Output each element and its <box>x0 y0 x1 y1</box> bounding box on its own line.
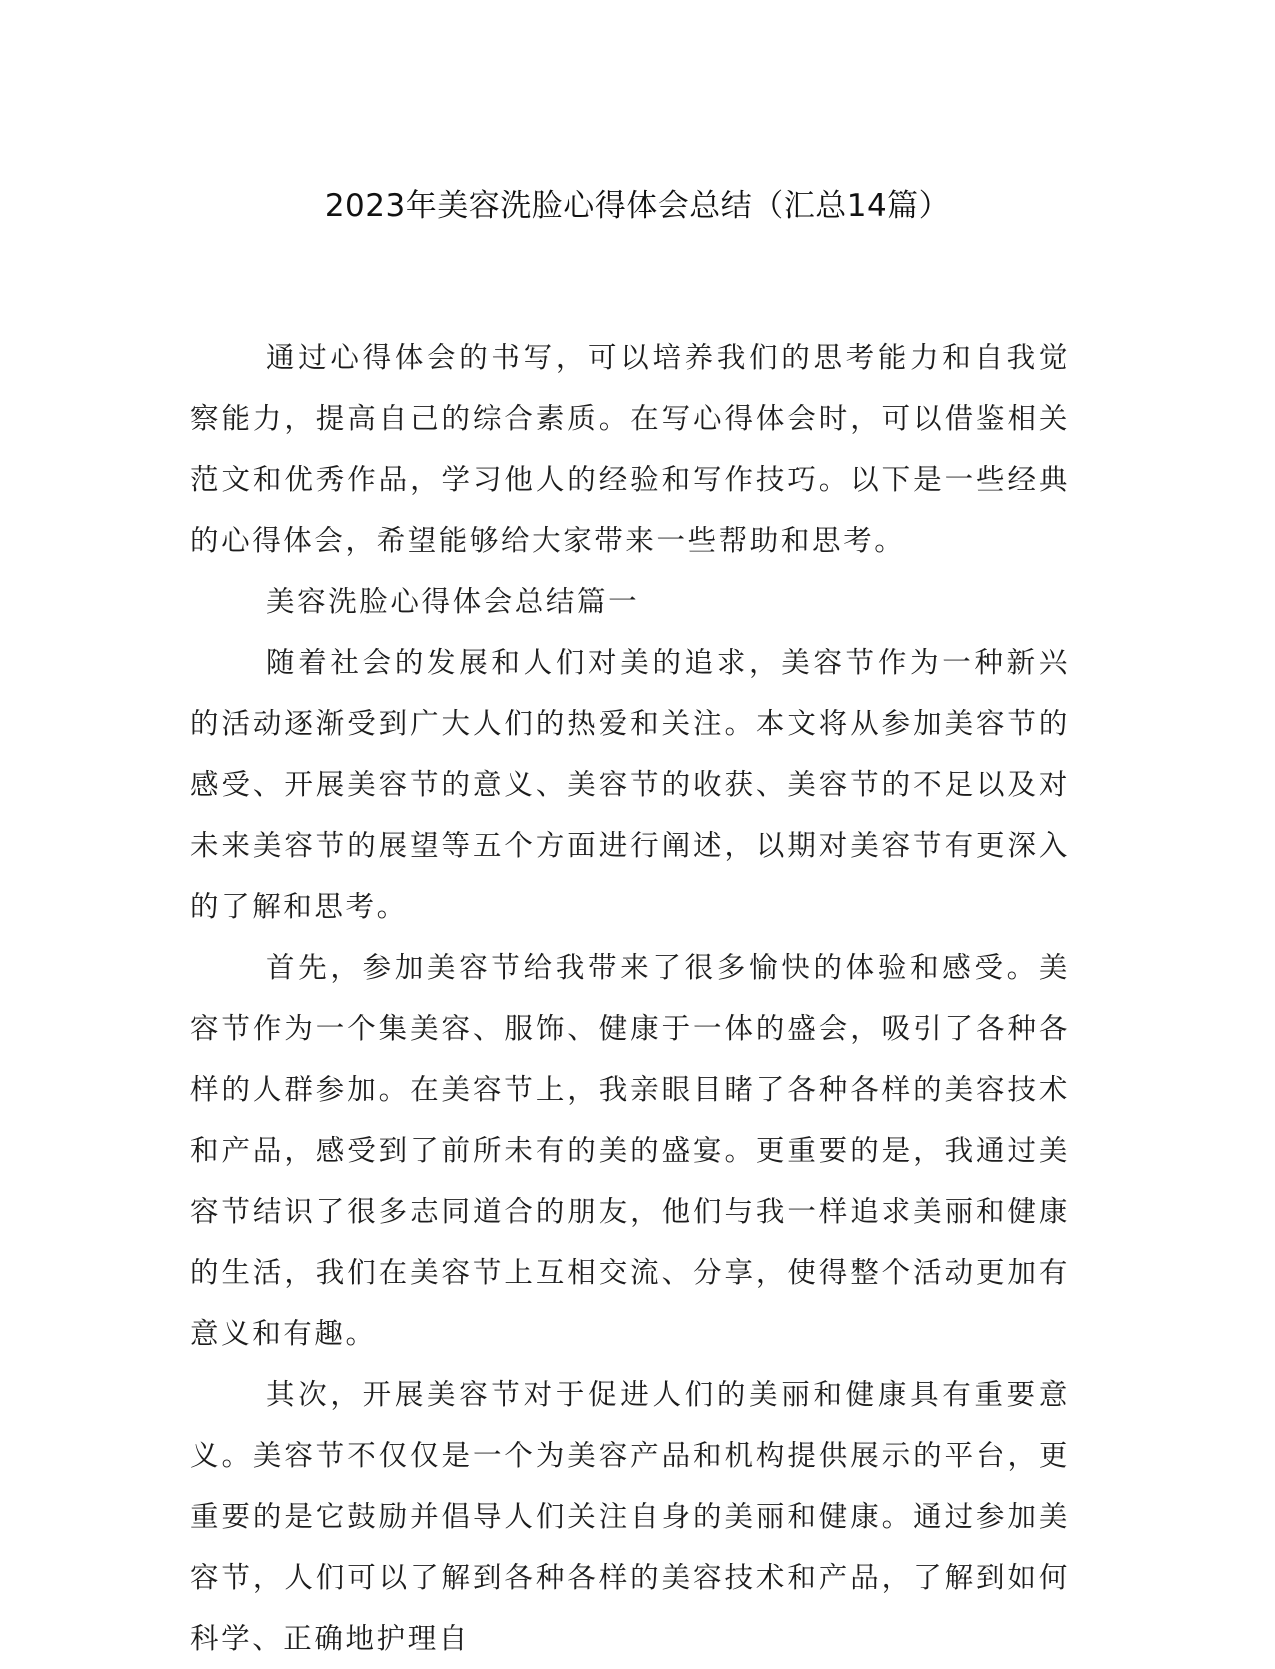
intro-paragraph: 通过心得体会的书写，可以培养我们的思考能力和自我觉察能力，提高自己的综合素质。在写心得体会时，可以借鉴相关范文和优秀作品，学习他人的经验和写作技巧。以下是一些经典的心得体会，希望能够给大家带来一些帮助和思考。 <box>190 341 1070 557</box>
section-heading: 美容洗脸心得体会总结篇一 <box>266 585 640 618</box>
body-paragraph: 其次，开展美容节对于促进人们的美丽和健康具有重要意义。美容节不仅仅是一个为美容产品和机构提供展示的平台，更重要的是它鼓励并倡导人们关注自身的美丽和健康。通过参加美容节，人们可以了解到各种各样的美容技术和产品，了解到如何科学、正确地护理自 <box>190 1378 1070 1655</box>
body-paragraph: 首先，参加美容节给我带来了很多愉快的体验和感受。美容节作为一个集美容、服饰、健康于一体的盛会，吸引了各种各样的人群参加。在美容节上，我亲眼目睹了各种各样的美容技术和产品，感受到了前所未有的美的盛宴。更重要的是，我通过美容节结识了很多志同道合的朋友，他们与我一样追求美丽和健康的生活，我们在美容节上互相交流、分享，使得整个活动更加有意义和有趣。 <box>190 951 1070 1350</box>
document-body <box>190 327 1070 1669</box>
document-title: 2023年美容洗脸心得体会总结（汇总14篇） <box>324 188 951 224</box>
body-paragraph: 随着社会的发展和人们对美的追求，美容节作为一种新兴的活动逐渐受到广大人们的热爱和关注。本文将从参加美容节的感受、开展美容节的意义、美容节的收获、美容节的不足以及对未来美容节的展望等五个方面进行阐述，以期对美容节有更深入的了解和思考。 <box>190 646 1070 923</box>
